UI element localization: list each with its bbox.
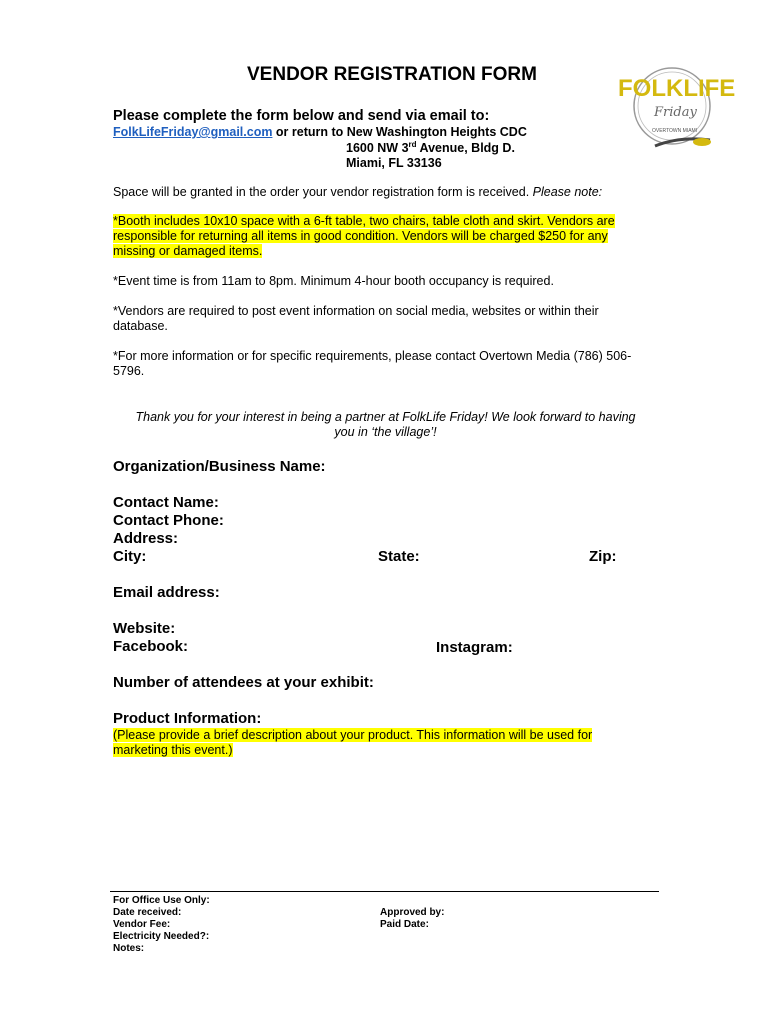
- city-label: City:: [113, 548, 147, 565]
- social-media-note: *Vendors are required to post event information on social media, websites or within their database.: [113, 304, 599, 333]
- logo-wordmark: FOLKLIFE: [618, 75, 735, 102]
- event-time-note: *Event time is from 11am to 8pm. Minimum 4-hour booth occupancy is required.: [113, 274, 554, 288]
- return-text: or return to New Washington Heights CDC: [272, 125, 527, 139]
- approved-by-label: Approved by:: [380, 907, 445, 918]
- office-use-block: [113, 895, 210, 955]
- form-title: VENDOR REGISTRATION FORM: [247, 64, 537, 85]
- website-label: Website:: [113, 620, 176, 637]
- product-info-label: Product Information:: [113, 710, 262, 727]
- address-line-1: 1600 NW 3rd Avenue, Bldg D.: [346, 139, 515, 155]
- contact-phone-label: Contact Phone:: [113, 512, 224, 529]
- state-label: State:: [378, 548, 420, 565]
- thank-you-text: Thank you for your interest in being a partner at FolkLife Friday! We look forward to having you in ‘the village’!: [135, 410, 636, 439]
- zip-label: Zip:: [589, 548, 617, 565]
- facebook-label: Facebook:: [113, 638, 189, 655]
- electricity-label: Electricity Needed?:: [113, 931, 210, 942]
- office-divider: [110, 891, 659, 892]
- logo-script: Friday: [654, 105, 697, 120]
- paid-date-label: Paid Date:: [380, 919, 429, 930]
- booth-note: *Booth includes 10x10 space with a 6-ft table, two chairs, table cloth and skirt. Vendors are responsible for returning all items in good condition. Vendors will be charged $250 for any missing or damaged items.: [113, 214, 615, 258]
- contact-info-note: *For more information or for specific requirements, please contact Overtown Media (786) 506- 5796.: [113, 349, 632, 378]
- address-label: Address:: [113, 530, 179, 547]
- date-received-label: Date received:: [113, 907, 182, 918]
- email-link[interactable]: FolkLifeFriday@gmail.com: [113, 125, 273, 139]
- folklife-friday-logo: [610, 56, 735, 151]
- intro-text: Space will be granted in the order your vendor registration form is received. Please note:: [113, 185, 603, 199]
- email-label: Email address:: [113, 584, 220, 601]
- vendor-fee-label: Vendor Fee:: [113, 919, 171, 930]
- attendees-label: Number of attendees at your exhibit:: [113, 674, 374, 691]
- instagram-label: Instagram:: [436, 639, 513, 656]
- notes-label: Notes:: [113, 943, 145, 954]
- product-info-note: (Please provide a brief description about your product. This information will be used for marketing this event.): [113, 728, 593, 757]
- address-line-2: Miami, FL 33136: [346, 156, 442, 170]
- office-approval-block: [380, 907, 444, 931]
- return-line: [113, 125, 527, 140]
- instruction-text: Please complete the form below and send via email to:: [113, 108, 490, 124]
- office-heading: For Office Use Only:: [113, 895, 210, 906]
- contact-name-label: Contact Name:: [113, 494, 219, 511]
- logo-subtitle: OVERTOWN MIAMI: [652, 128, 698, 134]
- org-name-label: Organization/Business Name:: [113, 458, 326, 475]
